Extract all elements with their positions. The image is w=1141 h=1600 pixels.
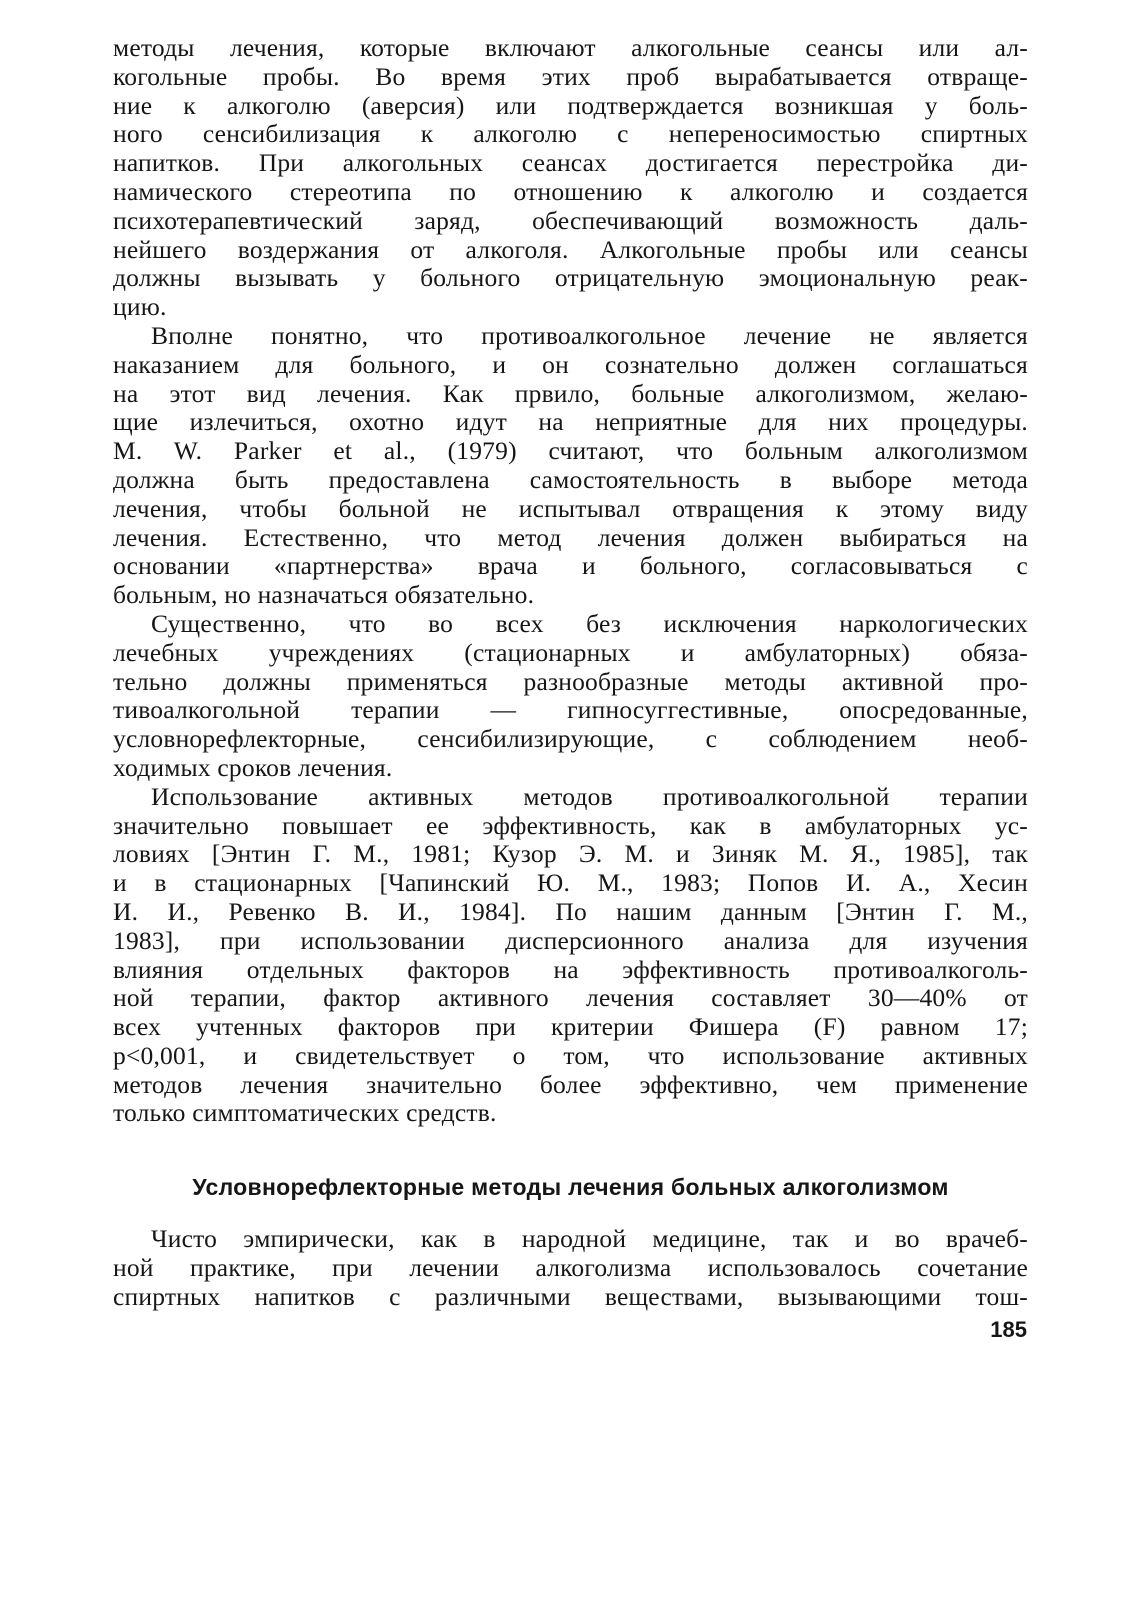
text-line: значительно повышает ее эффективность, как в амбулаторных ус- <box>113 810 1028 840</box>
text-line: лечения. Естественно, что метод лечения должен выбираться на <box>113 522 1028 552</box>
paragraph-2 <box>113 322 1028 610</box>
text-line: лечебных учреждениях (стационарных и амбулаторных) обяза- <box>113 637 1028 667</box>
text-line: спиртных напитков с различными веществами, вызывающими тош- <box>113 1281 1028 1311</box>
text-line: Чисто эмпирически, как в народной медицине, так и во врачеб- <box>151 1224 1028 1253</box>
text-line: методов лечения значительно более эффективно, чем применение <box>113 1069 1028 1099</box>
text-line: всех учтенных факторов при критерии Фишера (F) равном 17; <box>113 1012 1028 1042</box>
text-line: ние к алкоголю (аверсия) или подтверждается возникшая у боль- <box>113 90 1028 120</box>
text-line: щие излечиться, охотно идут на неприятные для них процедуры. <box>113 407 1028 437</box>
text-line: Вполне понятно, что противоалкогольное лечение не является <box>151 320 1028 350</box>
text-line: тивоалкогольной терапии — гипносуггестивные, опосредованные, <box>113 695 1028 725</box>
text-line: должны вызывать у больного отрицательную эмоциональную реак- <box>113 263 1028 293</box>
page-number: 185 <box>990 1317 1027 1342</box>
text-line: влияния отдельных факторов на эффективность противоалкоголь- <box>113 954 1028 984</box>
text-line: больным, но назначаться обязательно. <box>113 580 535 610</box>
text-line: психотерапевтический заряд, обеспечивающий возможность даль- <box>113 205 1028 235</box>
text-line: должна быть предоставлена самостоятельность в выборе метода <box>113 464 1028 494</box>
text-line: Использование активных методов противоалкогольной терапии <box>151 781 1028 811</box>
text-line: наказанием для больного, и он сознательно должен соглашаться <box>113 349 1028 379</box>
text-line: лечения, чтобы больной не испытывал отвращения к этому виду <box>113 493 1028 523</box>
text-line: намического стереотипа по отношению к алкоголю и создается <box>113 176 1028 206</box>
text-line: Существенно, что во всех без исключения наркологических <box>151 608 1028 638</box>
text-line: ходимых сроков лечения. <box>113 752 393 782</box>
text-line: когольные пробы. Во время этих проб вырабатывается отвраще- <box>113 61 1028 91</box>
text-line: и в стационарных [Чапинский Ю. М., 1983; Попов И. А., Хесин <box>113 868 1028 898</box>
text-line: ной практике, при лечении алкоголизма использовалось сочетание <box>113 1252 1028 1282</box>
text-line: основании «партнерства» врача и больного, согласовываться с <box>113 551 1028 581</box>
text-line: ной терапии, фактор активного лечения составляет 30—40% от <box>113 983 1028 1013</box>
text-line: условнорефлекторные, сенсибилизирующие, с соблюдением необ- <box>113 724 1028 754</box>
paragraph-1 <box>113 34 1028 322</box>
section-heading: Условнорефлекторные методы лечения больных алкоголизмом <box>192 1174 949 1200</box>
text-line: тельно должны применяться разнообразные методы активной про- <box>113 666 1028 696</box>
text-line: p<0,001, и свидетельствует о том, что использование активных <box>113 1040 1028 1070</box>
text-line: только симптоматических средств. <box>113 1098 497 1128</box>
text-line: M. W. Parker et al., (1979) считают, что больным алкоголизмом <box>113 436 1028 466</box>
paragraph-5 <box>113 1225 1028 1311</box>
text-line: нейшего воздержания от алкоголя. Алкогольные пробы или сеансы <box>113 234 1028 264</box>
text-line: ного сенсибилизация к алкоголю с непереносимостью спиртных <box>113 119 1028 149</box>
text-line: на этот вид лечения. Как првило, больные алкоголизмом, желаю- <box>113 378 1028 408</box>
text-line: ловиях [Энтин Г. М., 1981; Кузор Э. М. и Зиняк М. Я., 1985], так <box>113 839 1028 869</box>
paragraph-4 <box>113 783 1028 1129</box>
text-line: 1983], при использовании дисперсионного анализа для изучения <box>113 925 1028 955</box>
text-line: цию. <box>113 292 167 322</box>
text-line: И. И., Ревенко В. И., 1984]. По нашим данным [Энтин Г. М., <box>113 896 1028 926</box>
text-line: методы лечения, которые включают алкогольные сеансы или ал- <box>113 33 1028 62</box>
paragraph-3 <box>113 610 1028 783</box>
text-line: напитков. При алкогольных сеансах достигается перестройка ди- <box>113 148 1028 178</box>
book-page <box>113 33 1028 1342</box>
